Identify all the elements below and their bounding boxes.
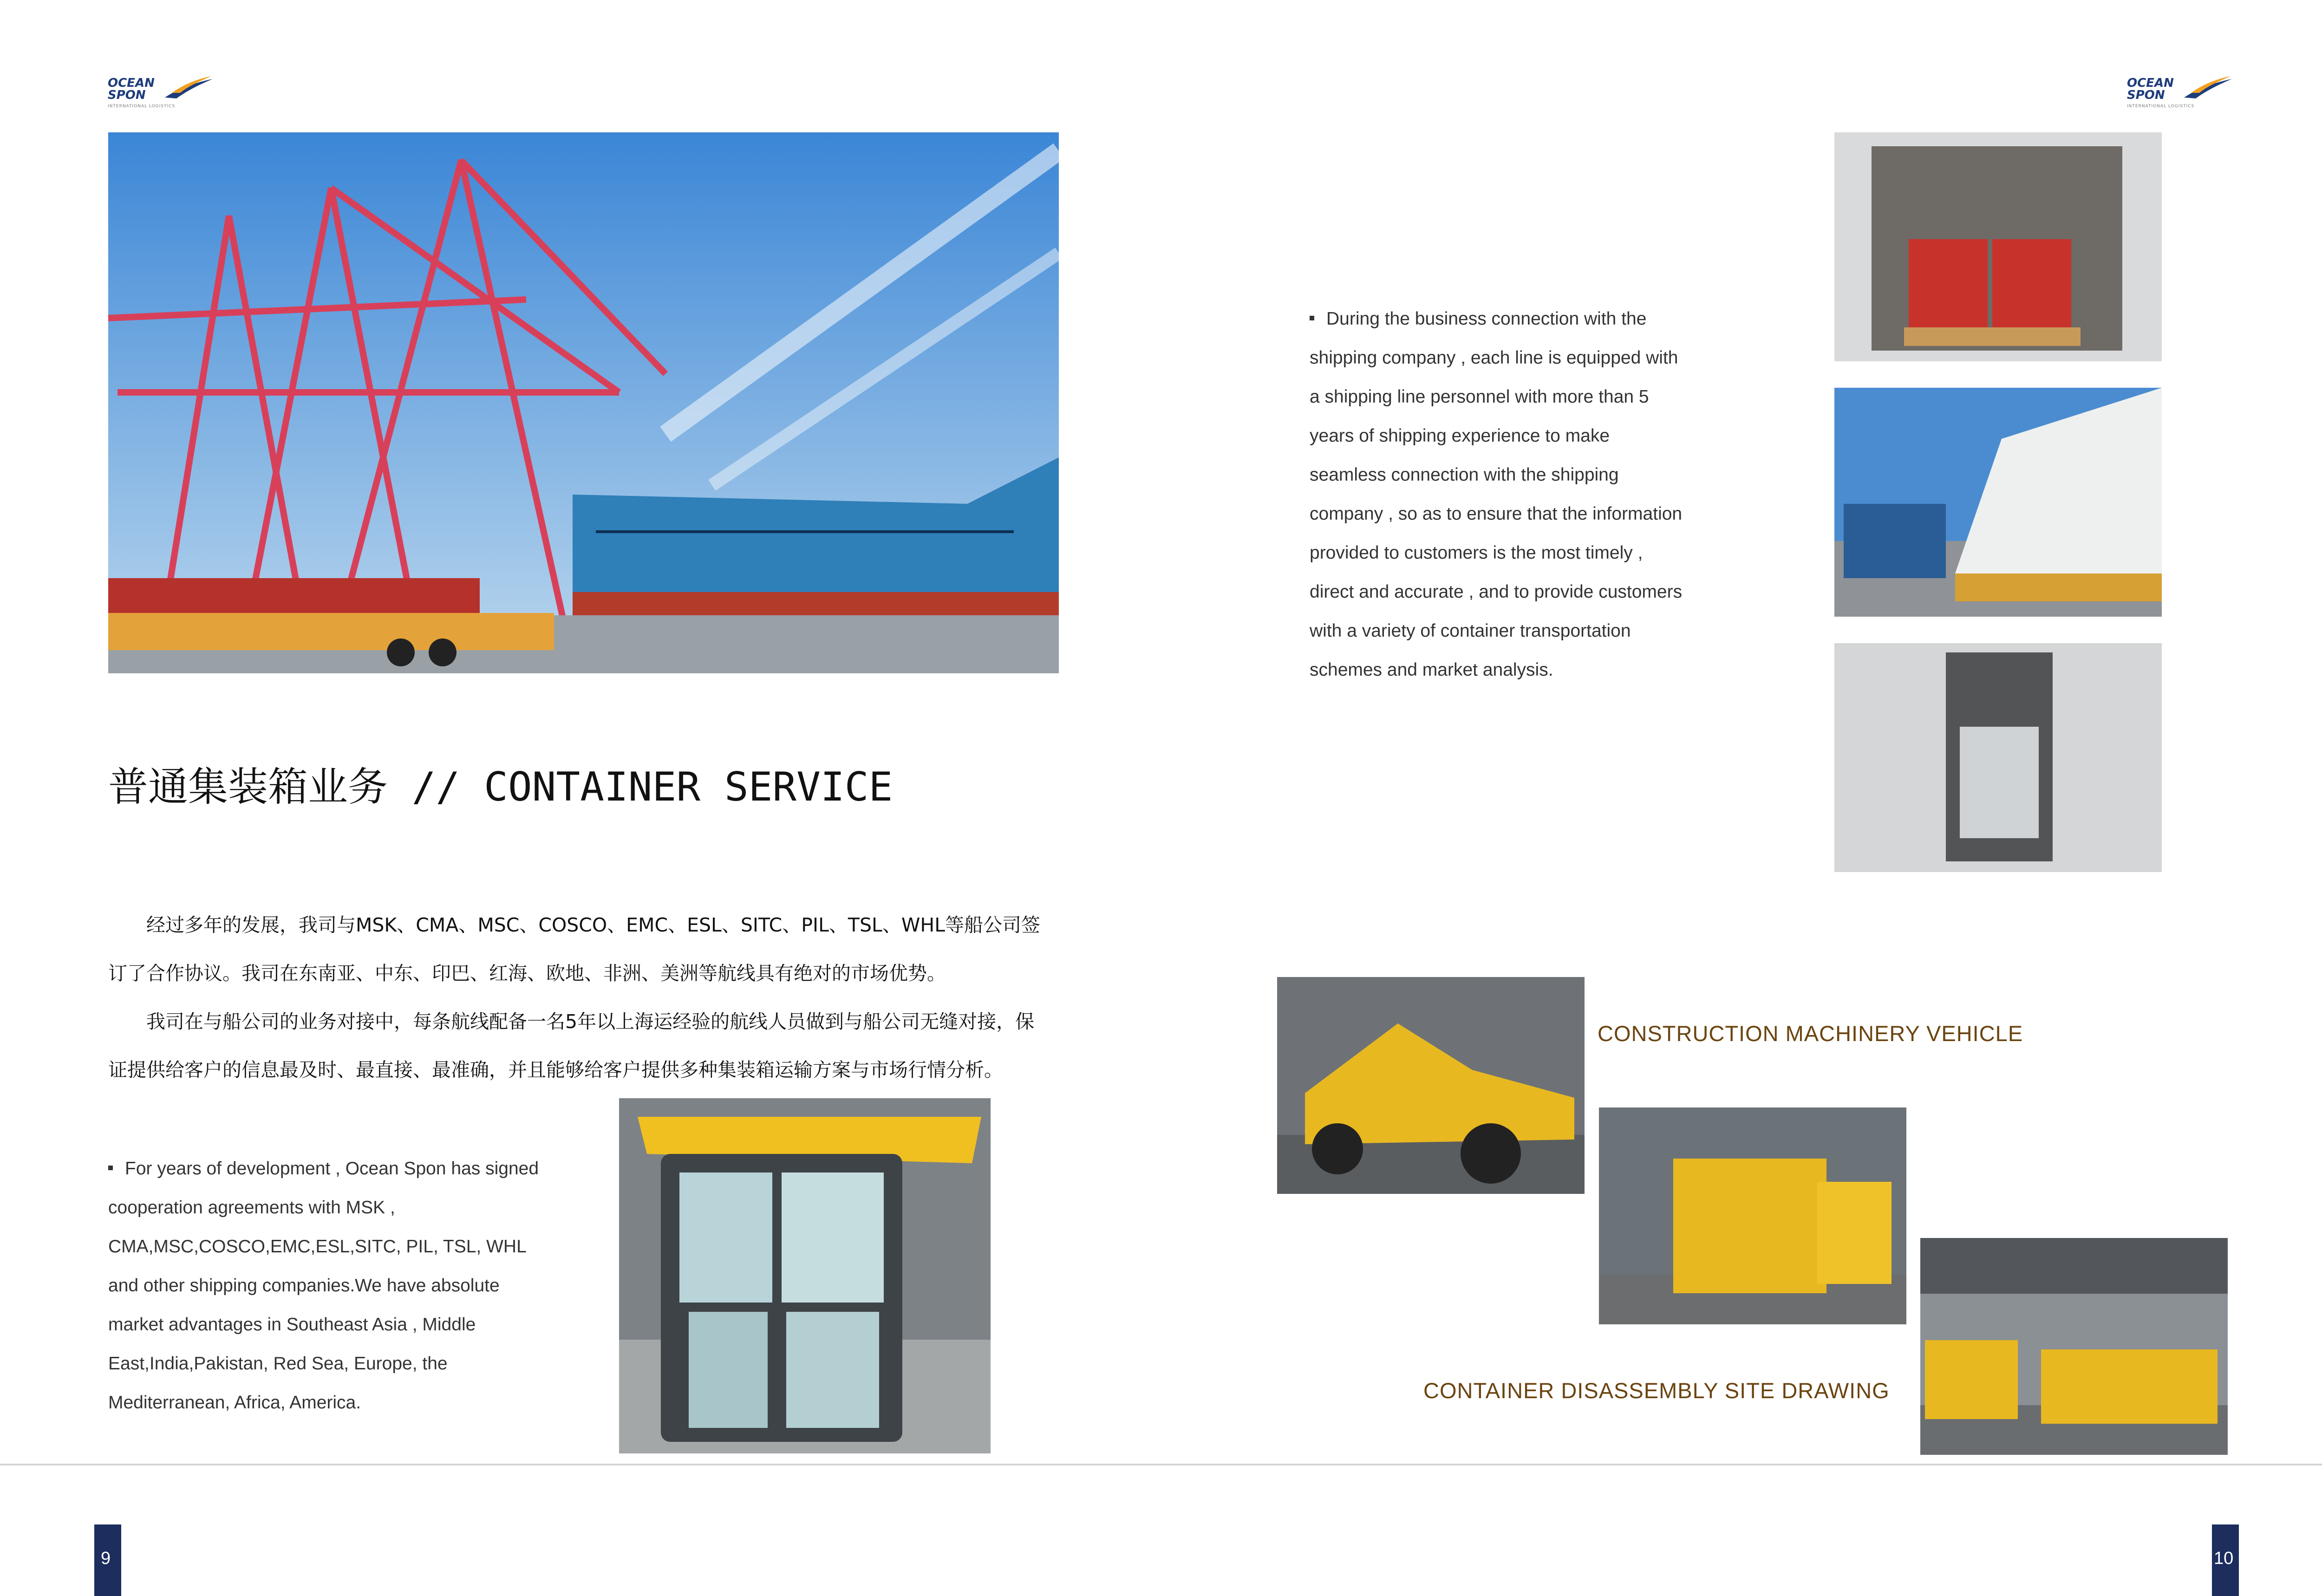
logo-wave-icon bbox=[163, 74, 214, 102]
bulldozer-rear-photo bbox=[1599, 1107, 1906, 1324]
cn-body bbox=[108, 901, 1051, 1094]
ocean-spon-logo-left bbox=[108, 74, 212, 116]
machine-cabin-photo bbox=[619, 1098, 991, 1453]
page-number-right: 10 bbox=[2214, 1549, 2234, 1568]
container-unloading-photo bbox=[1920, 1238, 2228, 1455]
caption-construction-machinery: CONSTRUCTION MACHINERY VEHICLE bbox=[1598, 1021, 2023, 1046]
logo-word-spon: SPON bbox=[2127, 88, 2165, 102]
en-paragraph-right bbox=[1310, 300, 1690, 690]
en-paragraph-left bbox=[108, 1149, 540, 1422]
bulk-bags-photo bbox=[1834, 388, 2162, 617]
page-number-box-left bbox=[94, 1524, 121, 1596]
ocean-spon-logo-right bbox=[2127, 74, 2231, 116]
bullet-icon bbox=[1310, 316, 1314, 320]
page-number-box-right bbox=[2212, 1524, 2239, 1596]
logo-word-ocean: OCEAN bbox=[2127, 76, 2174, 90]
logo-tagline: INTERNATIONAL LOGISTICS bbox=[2127, 104, 2195, 109]
caption-container-disassembly: CONTAINER DISASSEMBLY SITE DRAWING bbox=[1423, 1378, 1890, 1403]
logo-word-spon: SPON bbox=[108, 88, 146, 102]
container-drums-photo bbox=[1834, 132, 2162, 361]
footer-divider bbox=[0, 1464, 2322, 1466]
motor-grader-photo bbox=[1277, 977, 1585, 1194]
loaded-container-photo bbox=[1834, 643, 2162, 872]
page-number-left: 9 bbox=[101, 1549, 111, 1568]
cn-paragraph-1: 经过多年的发展，我司与MSK、CMA、MSC、COSCO、EMC、ESL、SITC、PIL、TSL、WHL等船公司签订了合作协议。我司在东南亚、中东、印巴、红海、欧地、非洲、美洲等航线具有绝对的市场优势。 bbox=[108, 914, 1041, 984]
en-paragraph-left-text: For years of development , Ocean Spon has signed cooperation agreements with MSK , CMA,MSC,COSCO,EMC,ESL,SITC, PIL, TSL, WHL and other shipping companies.We have absolute market advantages in Southeast Asia , Middle East,India,Pakistan, Red Sea, Europe, the Mediterranean, Africa, America. bbox=[108, 1159, 539, 1413]
port-cranes-photo bbox=[108, 132, 1059, 673]
logo-tagline: INTERNATIONAL LOGISTICS bbox=[108, 104, 176, 109]
en-paragraph-right-text: During the business connection with the shipping company , each line is equipped with a shipping line personnel with more than 5 years of shipping experience to make seamless connection with the shipping company , so as to ensure that the information provided to customers is the most timely , direct and accurate , and to provide customers with a variety of container transportation schemes and market analysis. bbox=[1310, 309, 1683, 680]
cn-paragraph-2: 我司在与船公司的业务对接中，每条航线配备一名5年以上海运经验的航线人员做到与船公司无缝对接，保证提供给客户的信息最及时、最直接、最准确，并且能够给客户提供多种集装箱运输方案与市场行情分析。 bbox=[108, 1010, 1035, 1081]
logo-wave-icon bbox=[2182, 74, 2233, 102]
page-title: 普通集装箱业务 // CONTAINER SERVICE bbox=[108, 764, 893, 810]
logo-word-ocean: OCEAN bbox=[108, 76, 155, 90]
bullet-icon bbox=[108, 1166, 113, 1170]
